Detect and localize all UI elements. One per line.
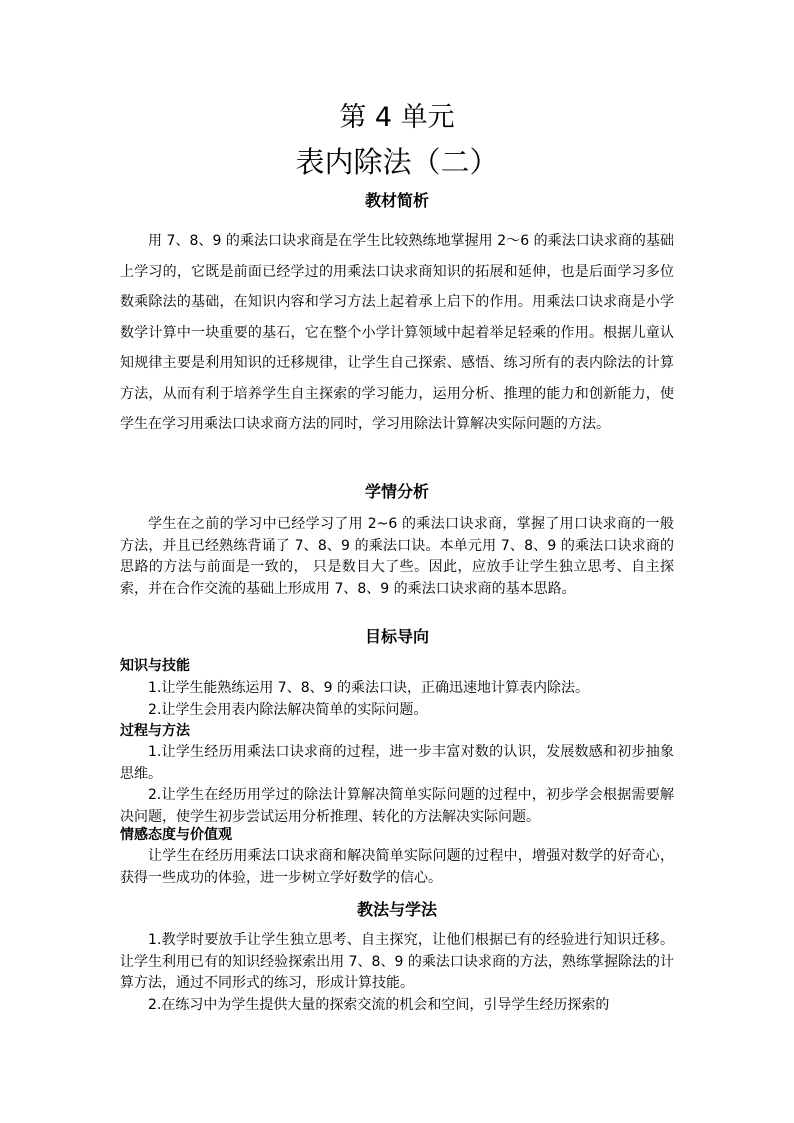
section-heading-methods: 教法与学法 [356,900,437,919]
goal-subheading-attitude: 情感态度与价值观 [120,827,232,843]
method-item: 2.在练习中为学生提供大量的探索交流的机会和空间，引导学生经历探索的 [148,997,610,1013]
section-heading-learner: 学情分析 [364,482,429,501]
goal-subheading-knowledge: 知识与技能 [120,658,190,674]
method-item: 1.教学时要放手让学生独立思考、自主探究，让他们根据已有的经验进行知识迁移。让学生利用已有的知识经验探索出用 7、8、9 的乘法口诀求商的方法，熟练掌握除法的计算方法，通过不同形式的练习，形成计算技能。 [120,932,674,991]
section-heading-goals: 目标导向 [364,627,429,646]
unit-title: 第 4 单元 [339,102,455,133]
goal-item: 让学生在经历用乘法口诀求商和解决简单实际问题的过程中，增强对数学的好奇心，获得一些成功的体验，进一步树立学好数学的信心。 [120,848,674,886]
goal-subheading-process: 过程与方法 [120,723,190,739]
section-heading-textbook: 教材简析 [364,191,429,210]
goal-item: 1.让学生能熟练运用 7、8、9 的乘法口诀，正确迅速地计算表内除法。 [148,680,589,696]
learner-analysis-paragraph: 学生在之前的学习中已经学习了用 2~6 的乘法口诀求商，掌握了用口诀求商的一般方法，并且已经熟练背诵了 7、8、9 的乘法口诀。本单元用 7、8、9 的乘法口诀求商的思路的方法与前面是一致的， 只是数目大了些。因此，应放手让学生独立思考、自主探索，并在合作交流的基础上形成用 7、8、9 的乘法口诀求商的基本思路。 [120,516,674,597]
goal-item: 2.让学生在经历用学过的除法计算解决简单实际问题的过程中，初步学会根据需要解决问题，使学生初步尝试运用分析推理、转化的方法解决实际问题。 [120,787,674,825]
goal-item: 2.让学生会用表内除法解决简单的实际问题。 [148,702,428,718]
document-title: 表内除法（二） [295,145,499,179]
goal-item: 1.让学生经历用乘法口诀求商的过程，进一步丰富对数的认识，发展数感和初步抽象思维。 [120,744,674,782]
textbook-analysis-paragraph: 用 7、8、9 的乘法口诀求商是在学生比较熟练地掌握用 2～6 的乘法口诀求商的基础上学习的，它既是前面已经学过的用乘法口诀求商知识的拓展和延伸，也是后面学习多位数乘除法的基础，在知识内容和学习方法上起着承上启下的作用。用乘法口诀求商是小学数学计算中一块重要的基石，它在整个小学计算领域中起着举足轻乘的作用。根据儿童认知规律主要是利用知识的迁移规律，让学生自己探索、感悟、练习所有的表内除法的计算方法，从而有利于培养学生自主探索的学习能力，运用分析、推理的能力和创新能力，使学生在学习用乘法口诀求商方法的同时，学习用除法计算解决实际问题的方法。 [120,233,674,432]
